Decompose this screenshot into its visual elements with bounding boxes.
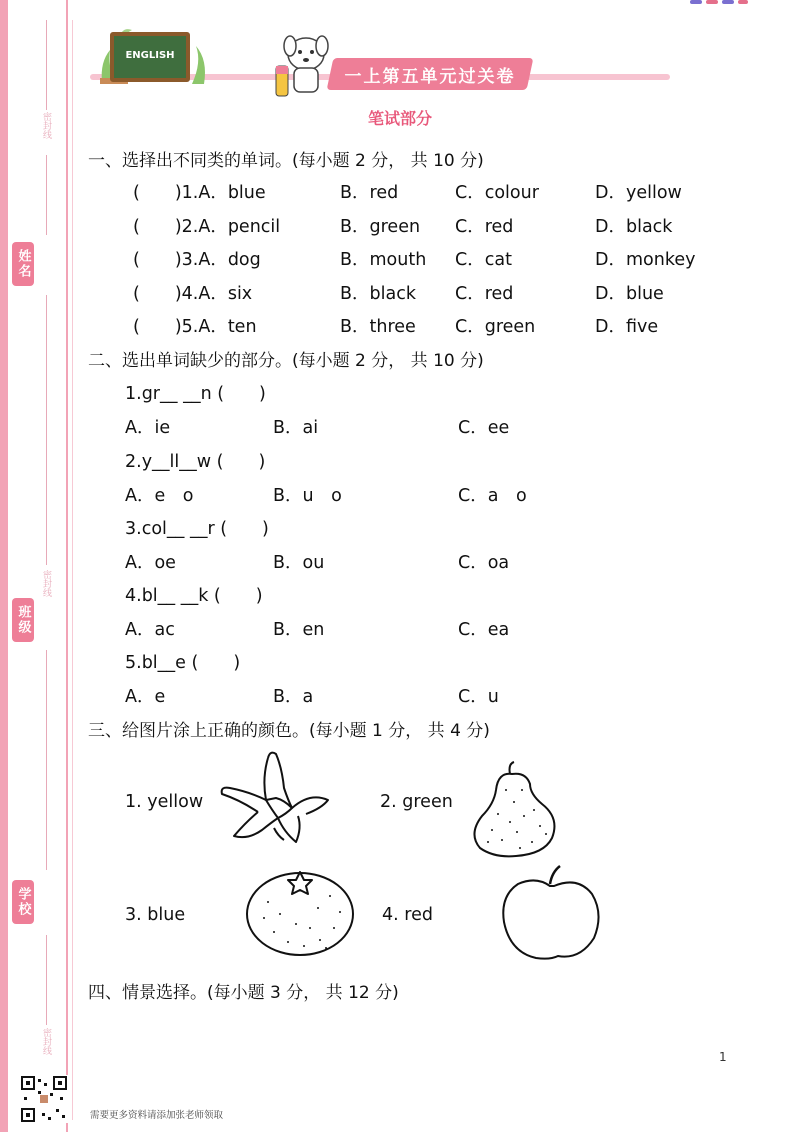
option-c: C．green [455, 317, 536, 337]
fill-blank-stem: 1.gr__ __n ( ) [125, 384, 266, 404]
chalkboard-label: ENGLISH [125, 50, 175, 61]
option-d: D．five [595, 317, 659, 337]
pear-icon [462, 760, 562, 860]
question-stem: ( )4.A．six [133, 284, 253, 304]
question-stem: ( )5.A．ten [133, 317, 257, 337]
option-b: B．u o [273, 486, 342, 506]
option-b: B．green [340, 217, 421, 237]
option-b: B．black [340, 284, 416, 304]
option-b: B．mouth [340, 250, 427, 270]
margin-inner-line [72, 20, 73, 1120]
fill-blank-stem: 4.bl__ __k ( ) [125, 586, 263, 606]
option-c: C．ea [458, 620, 510, 640]
option-b: B．three [340, 317, 416, 337]
fill-blank-stem: 2.y__ll__w ( ) [125, 452, 266, 472]
color-label-2: 2. green [380, 792, 453, 812]
name-tag: 姓名 [12, 242, 34, 286]
option-c: C．cat [455, 250, 512, 270]
section-1-title: 一、选择出不同类的单词。(每小题 2 分， 共 10 分) [88, 151, 484, 171]
question-stem: ( )2.A．pencil [133, 217, 281, 237]
margin-edge [0, 0, 8, 1132]
option-a: A．oe [125, 553, 176, 573]
seal-line-segment [46, 155, 47, 235]
option-c: C．ee [458, 418, 510, 438]
banana-icon [210, 748, 335, 848]
option-b: B．en [273, 620, 325, 640]
option-d: D．black [595, 217, 673, 237]
color-label-3: 3. blue [125, 905, 186, 925]
school-tag: 学校 [12, 880, 34, 924]
footer-note: 需要更多资料请添加张老师领取 [90, 1110, 224, 1121]
option-b: B．ai [273, 418, 319, 438]
section-2-title: 二、选出单词缺少的部分。(每小题 2 分， 共 10 分) [88, 351, 484, 371]
option-d: D．blue [595, 284, 664, 304]
question-stem: ( )3.A．dog [133, 250, 261, 270]
option-c: C．u [458, 687, 499, 707]
option-c: C．colour [455, 183, 539, 203]
margin-border-line [66, 0, 68, 1132]
option-b: B．a [273, 687, 314, 707]
apple-icon [498, 862, 604, 964]
page-number: 1 [719, 1050, 727, 1064]
option-c: C．red [455, 284, 514, 304]
exam-title: 一上第五单元过关卷 [344, 67, 516, 87]
option-a: A．ie [125, 418, 171, 438]
question-stem: ( )1.A．blue [133, 183, 266, 203]
binding-margin [0, 0, 72, 1132]
seal-line-segment [46, 20, 47, 110]
option-a: A．e o [125, 486, 194, 506]
orange-icon [244, 866, 356, 958]
qr-code-icon [20, 1075, 68, 1123]
option-c: C．oa [458, 553, 510, 573]
seal-line-segment [46, 650, 47, 870]
section-3-title: 三、给图片涂上正确的颜色。(每小题 1 分， 共 4 分) [88, 721, 490, 741]
option-a: A．e [125, 687, 166, 707]
seal-label: 密封线 [41, 112, 51, 139]
option-c: C．a o [458, 486, 527, 506]
option-d: D．yellow [595, 183, 682, 203]
color-label-1: 1. yellow [125, 792, 204, 812]
option-d: D．monkey [595, 250, 696, 270]
seal-label: 密封线 [41, 1028, 51, 1055]
seal-line-segment [46, 935, 47, 1025]
option-b: B．ou [273, 553, 325, 573]
fill-blank-stem: 5.bl__e ( ) [125, 653, 241, 673]
section-subtitle: 笔试部分 [367, 109, 432, 128]
class-tag: 班级 [12, 598, 34, 642]
option-b: B．red [340, 183, 399, 203]
fill-blank-stem: 3.col__ __r ( ) [125, 519, 269, 539]
color-label-4: 4. red [382, 905, 433, 925]
option-a: A．ac [125, 620, 175, 640]
option-c: C．red [455, 217, 514, 237]
seal-label: 密封线 [41, 570, 51, 597]
seal-line-segment [46, 295, 47, 565]
decorative-dots [690, 0, 750, 5]
section-4-title: 四、情景选择。(每小题 3 分， 共 12 分) [88, 983, 399, 1003]
mascot-dog-icon [268, 30, 336, 102]
